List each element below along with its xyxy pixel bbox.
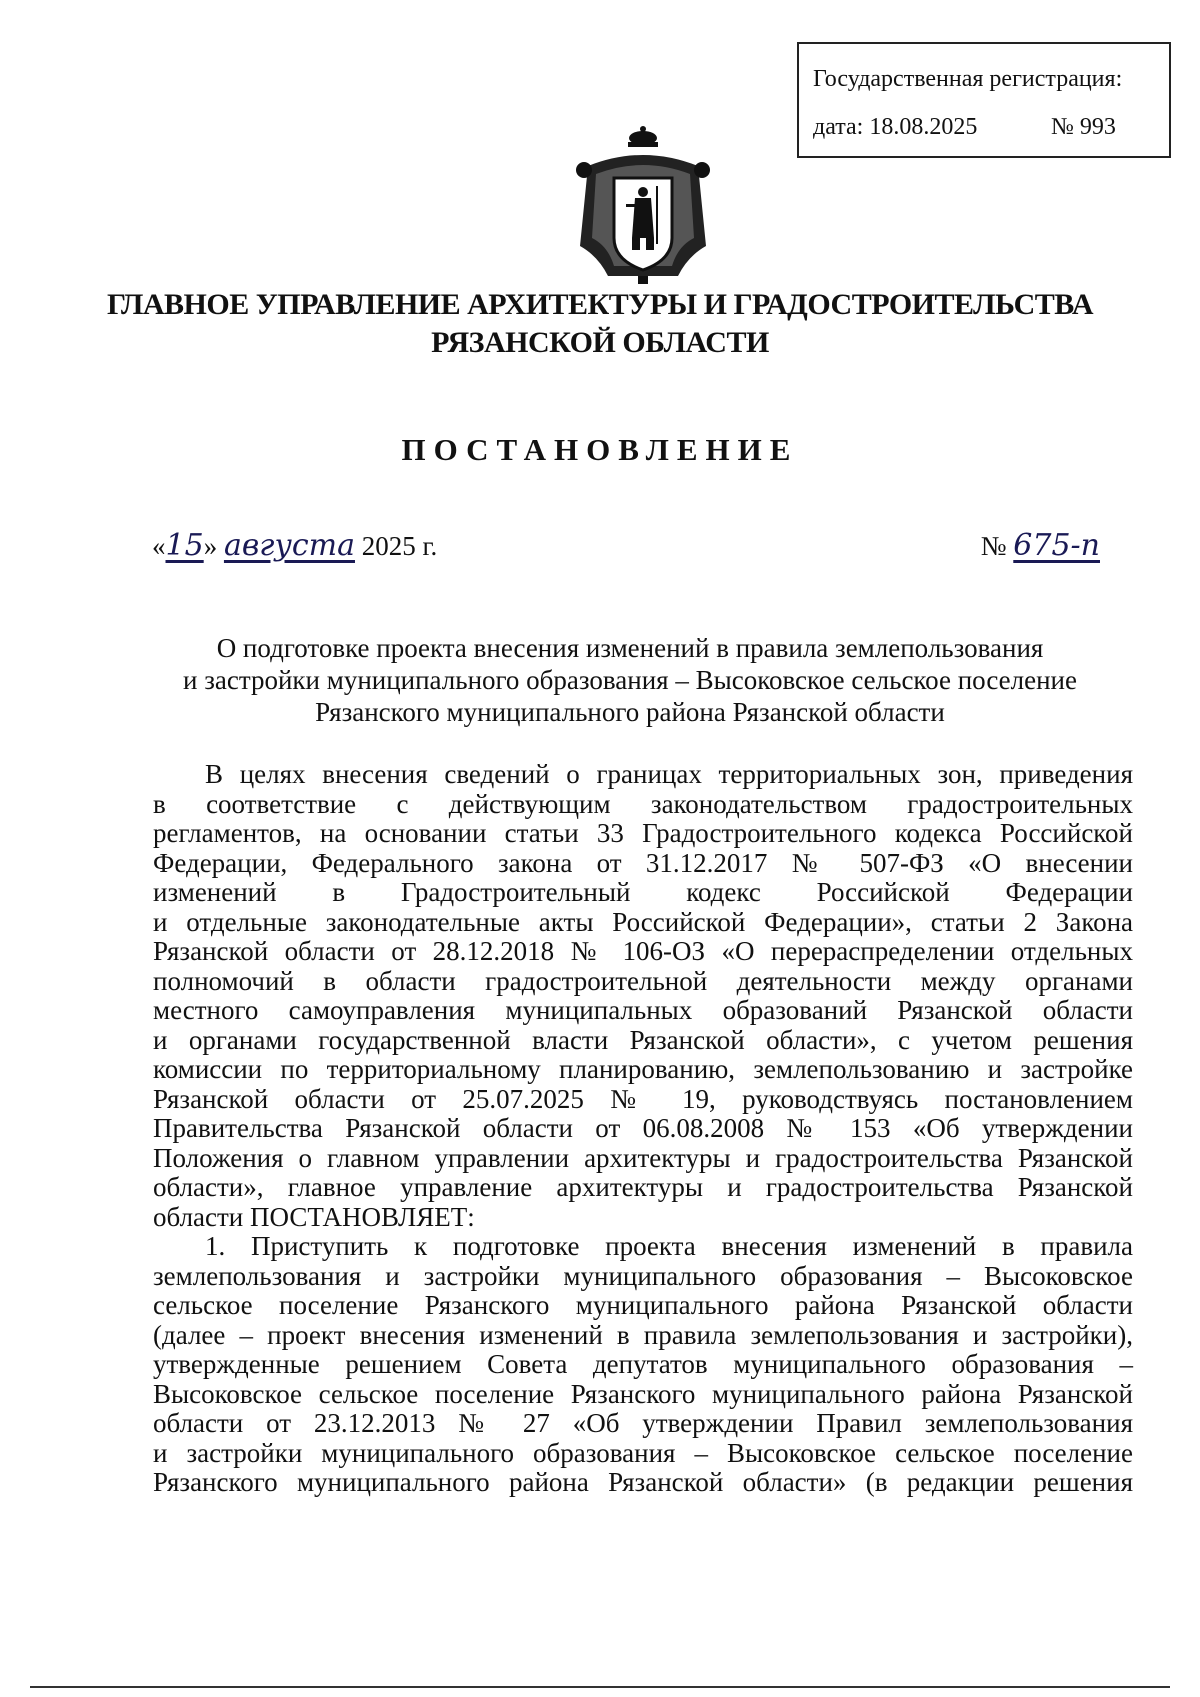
body-line: области», главное управление архитектуры и градостроительства Рязанской (153, 1172, 1133, 1202)
number-prefix: № (980, 531, 1007, 561)
body-line: Рязанского муниципального района Рязанской области» (в редакции решения (153, 1467, 1133, 1497)
body-line: и застройки муниципального образования – Высоковское сельское поселение (153, 1437, 1133, 1468)
date-day: 15 (165, 528, 204, 563)
body-line: (далее – проект внесения изменений в правила землепользования и застройки), (153, 1319, 1133, 1350)
body-line: и отдельные законодательные акты Российской Федерации», статьи 2 Закона (153, 906, 1133, 937)
registration-stamp (797, 42, 1171, 158)
body-line: Рязанской области от 28.12.2018 № 106-ОЗ «О перераспределении отдельных (153, 936, 1133, 966)
date-month: августа (223, 528, 355, 563)
body-line: комиссии по территориальному планированию, землепользованию и застройке (153, 1054, 1133, 1084)
quote-close: » (203, 531, 218, 561)
coat-of-arms-icon (568, 126, 718, 286)
body-line: изменений в Градостроительный кодекс Российской Федерации (153, 877, 1133, 907)
body-line: области ПОСТАНОВЛЯЕТ: (153, 1201, 475, 1232)
document-body (153, 760, 1133, 1498)
registration-number: № 993 (1051, 114, 1116, 140)
body-line: и органами государственной власти Рязанской области», с учетом решения (153, 1024, 1133, 1055)
page-bottom-rule (30, 1686, 1170, 1688)
body-line: области от 23.12.2013 № 27 «Об утверждении Правил землепользования (153, 1408, 1133, 1438)
document-date (152, 528, 437, 563)
document-number (981, 528, 1100, 563)
body-line: полномочий в области градостроительной деятельности между органами (153, 965, 1133, 996)
document-type: ПОСТАНОВЛЕНИЕ (401, 432, 799, 467)
date-year: 2025 г. (361, 531, 438, 561)
body-line: землепользования и застройки муниципального образования – Высоковское (153, 1260, 1133, 1291)
registration-date: дата: 18.08.2025 (813, 114, 978, 140)
body-line: в соответствие с действующим законодательством градостроительных (153, 788, 1133, 819)
subject-line: Рязанского муниципального района Рязанской области (315, 697, 945, 727)
number-value: 675-п (1013, 528, 1100, 563)
organization-title (0, 286, 1200, 362)
body-line: 1. Приступить к подготовке проекта внесения изменений в правила (205, 1231, 1133, 1261)
body-line: В целях внесения сведений о границах территориальных зон, приведения (205, 759, 1133, 789)
organization-title-line: РЯЗАНСКОЙ ОБЛАСТИ (431, 326, 769, 359)
body-line: Положения о главном управлении архитектуры и градостроительства Рязанской (153, 1142, 1133, 1173)
document-subject (150, 632, 1110, 728)
body-line: Высоковское сельское поселение Рязанского муниципального района Рязанской (153, 1378, 1133, 1409)
body-line: регламентов, на основании статьи 33 Градостроительного кодекса Российской (153, 818, 1133, 848)
subject-line: и застройки муниципального образования – Высоковское сельское поселение (183, 665, 1077, 695)
registration-title: Государственная регистрация: (813, 66, 1123, 92)
body-line: местного самоуправления муниципальных образований Рязанской области (153, 995, 1133, 1025)
quote-open: « (152, 531, 166, 561)
organization-title-line: ГЛАВНОЕ УПРАВЛЕНИЕ АРХИТЕКТУРЫ И ГРАДОСТРОИТЕЛЬСТВА (106, 288, 1094, 321)
body-line: сельское поселение Рязанского муниципального района Рязанской области (153, 1290, 1133, 1320)
body-line: Правительства Рязанской области от 06.08.2008 № 153 «Об утверждении (153, 1113, 1133, 1143)
body-line: Федерации, Федерального закона от 31.12.2017 № 507-ФЗ «О внесении (153, 847, 1133, 878)
body-line: Рязанской области от 25.07.2025 № 19, руководствуясь постановлением (153, 1083, 1133, 1114)
body-line: утвержденные решением Совета депутатов муниципального образования – (153, 1349, 1133, 1379)
subject-line: О подготовке проекта внесения изменений в правила землепользования (216, 633, 1044, 663)
